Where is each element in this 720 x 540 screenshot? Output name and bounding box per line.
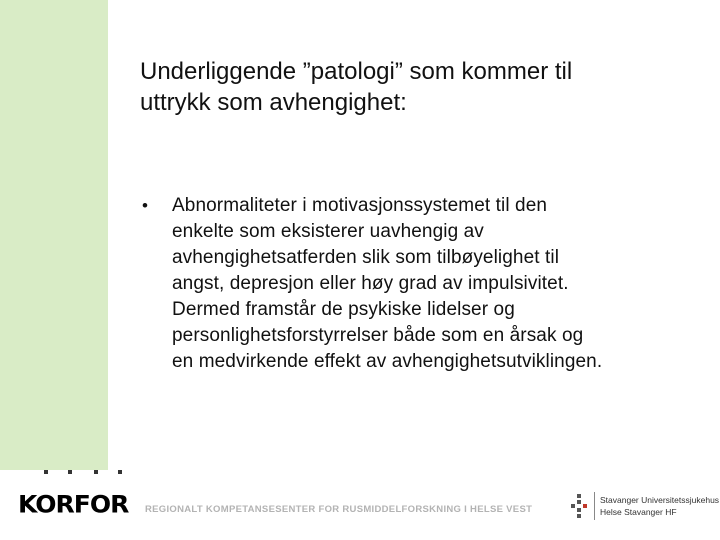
decorative-dots <box>44 470 134 478</box>
bullet-line-7: en medvirkende effekt av avhengighetsutviklingen. <box>172 351 603 372</box>
left-accent-bar <box>0 0 108 470</box>
footer-tagline: REGIONALT KOMPETANSESENTER FOR RUSMIDDELFORSKNING I HELSE VEST <box>145 504 533 515</box>
title-line-1: Underliggende ”patologi” som kommer til <box>140 58 573 85</box>
korfor-logo: KORFOR <box>18 490 129 519</box>
bullet-line-6: personlighetsforstyrrelser både som en årsak og <box>172 325 584 346</box>
bullet-icon: • <box>142 196 148 215</box>
bullet-item <box>142 193 702 375</box>
hospital-emblem-icon <box>568 494 590 518</box>
hospital-name: Stavanger Universitetssjukehus <box>600 495 720 505</box>
bullet-text <box>172 193 602 375</box>
bullet-line-5: Dermed framstår de psykiske lidelser og <box>172 299 515 320</box>
bullet-list <box>142 193 702 375</box>
slide-title <box>140 56 700 118</box>
bullet-line-4: angst, depresjon eller høy grad av impulsivitet. <box>172 273 569 294</box>
hospital-logo <box>568 492 720 522</box>
title-line-2: uttrykk som avhengighet: <box>140 89 407 116</box>
bullet-line-3: avhengighetsatferden slik som tilbøyelighet til <box>172 247 560 268</box>
bullet-line-2: enkelte som eksisterer uavhengig av <box>172 221 484 242</box>
bullet-line-1: Abnormaliteter i motivasjonssystemet til den <box>172 195 548 216</box>
hospital-divider <box>594 492 595 520</box>
hospital-subname: Helse Stavanger HF <box>600 507 677 517</box>
